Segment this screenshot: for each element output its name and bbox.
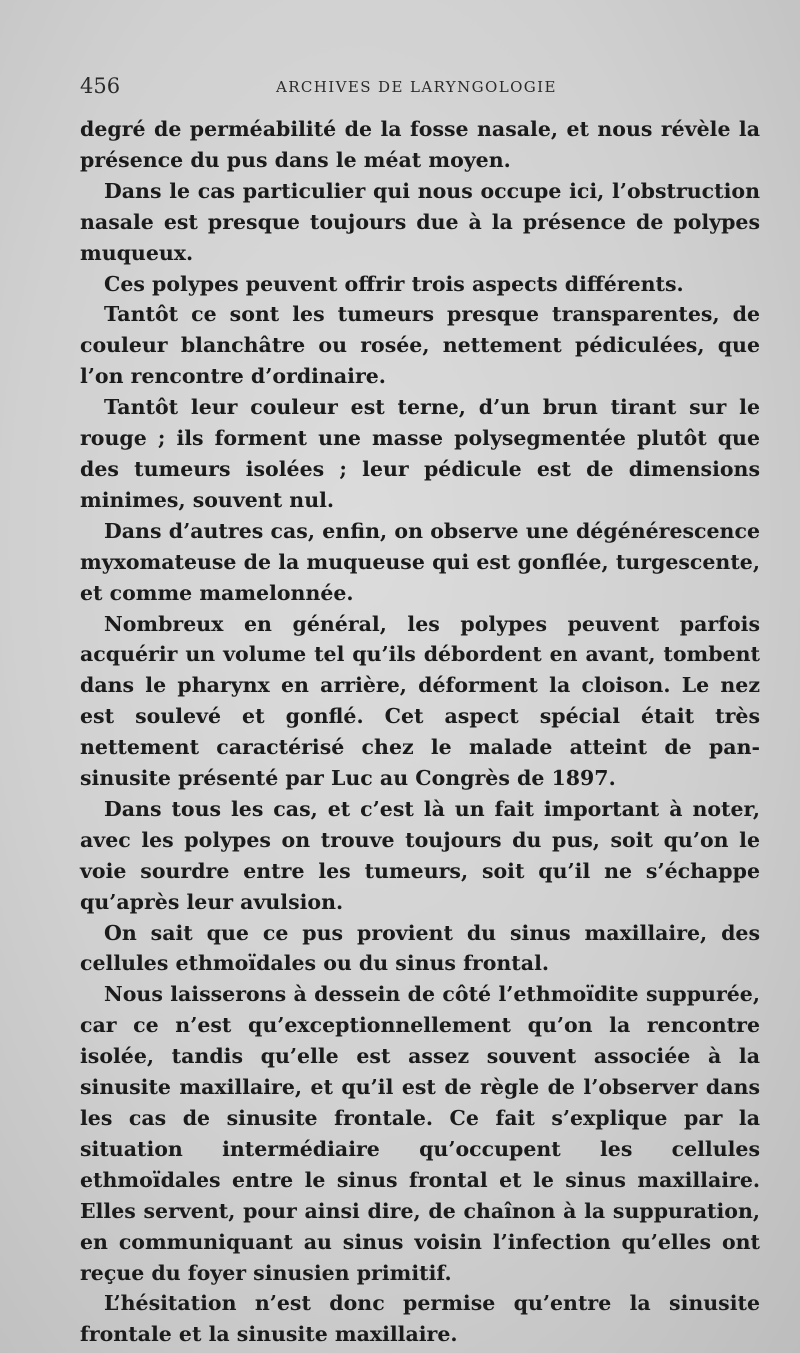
- page-number: 456: [80, 74, 121, 98]
- paragraph: Dans tous les cas, et c’est là un fait important à noter, avec les polypes on trouve toujours du pus, soit qu’on le voie sourdre entre les tumeurs, soit qu’il ne s’échappe qu’après leur avulsion.: [80, 796, 760, 914]
- body-text: [80, 114, 760, 1350]
- paragraph: Ces polypes peuvent offrir trois aspects différents.: [104, 271, 684, 296]
- paragraph: On sait que ce pus provient du sinus maxillaire, des cellules ethmoïdales ou du sinus frontal.: [80, 920, 760, 976]
- paragraph-continuation: degré de perméabilité de la fosse nasale, et nous révèle la présence du pus dans le méat moyen.: [80, 117, 760, 172]
- paragraph: Dans le cas particulier qui nous occupe ici, l’obstruction nasale est presque toujours due à la présence de polypes muqueux.: [80, 178, 760, 265]
- paragraph: Nous laisserons à dessein de côté l’ethmoïdite suppurée, car ce n’est qu’exceptionnellement qu’on la rencontre isolée, tandis qu’elle est assez souvent associée à la sinusite maxillaire, et qu’il est de règle de l’observer dans les cas de sinusite frontale. Ce fait s’explique par la situation intermédiaire qu’occupent les cellules ethmoïdales entre le sinus frontal et le sinus maxillaire. Elles servent, pour ainsi dire, de chaînon à la suppuration, en communiquant au sinus voisin l’infection qu’elles ont reçue du foyer sinusien primitif.: [80, 982, 760, 1285]
- paragraph: Dans d’autres cas, enfin, on observe une dégénérescence myxomateuse de la muqueuse qui est gonflée, turgescente, et comme mamelonnée.: [80, 518, 760, 605]
- paragraph: Nombreux en général, les polypes peuvent parfois acquérir un volume tel qu’ils débordent en avant, tombent dans le pharynx en arrière, déforment la cloison. Le nez est soulevé et gonflé. Cet aspect spécial était très nettement caractérisé chez le malade atteint de pan-sinusite présenté par Luc au Congrès de 1897.: [80, 611, 760, 791]
- paragraph: L’hésitation n’est donc permise qu’entre la sinusite frontale et la sinusite maxillaire.: [80, 1291, 760, 1347]
- paragraph: Tantôt ce sont les tumeurs presque transparentes, de couleur blanchâtre ou rosée, nettement pédiculées, que l’on rencontre d’ordinaire.: [80, 302, 760, 389]
- paragraph: Tantôt leur couleur est terne, d’un brun tirant sur le rouge ; ils forment une masse polysegmentée plutôt que des tumeurs isolées ; leur pédicule est de dimensions minimes, souvent nul.: [80, 395, 760, 512]
- running-title: ARCHIVES DE LARYNGOLOGIE: [276, 78, 557, 96]
- page-header: [80, 74, 760, 104]
